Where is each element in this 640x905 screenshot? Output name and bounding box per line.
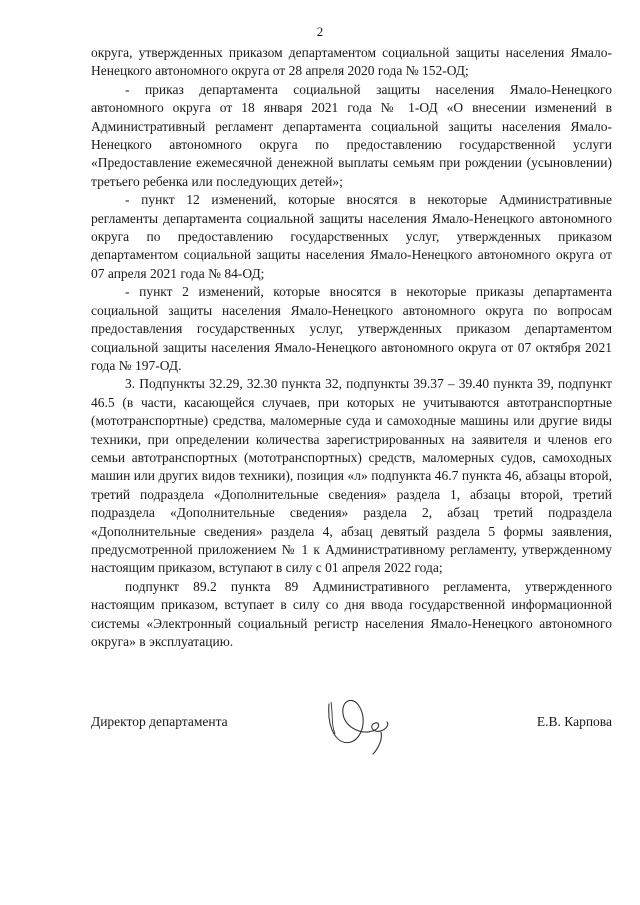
- paragraph-clause-3: 3. Подпункты 32.29, 32.30 пункта 32, подпункты 39.37 – 39.40 пункта 39, подпункт 46.5 (в части, касающейся случаев, при которых не учитываются автотранспортные (мототранспортные) средства, маломерные суда и самоходные машины или другие виды техники, при определении количества зарегистрированных на заявителя и членов его семьи автотранспортных (мототранспортных) средств, маломерных судов, самоходных машин или других видов техники), позиция «л» подпункта 46.7 пункта 46, абзацы второй, третий подраздела «Дополнительные сведения» раздела 1, абзацы второй, третий подраздела «Дополнительные сведения» раздела 2, абзац третий подраздела «Дополнительные сведения» раздела 4, абзац девятый раздела 5 формы заявления, предусмотренной приложением № 1 к Административному регламенту, утвержденному настоящим приказом, вступают в силу с 01 апреля 2022 года;: [91, 376, 612, 576]
- document-body: [91, 44, 612, 651]
- paragraph-list-item: - приказ департамента социальной защиты населения Ямало-Ненецкого автономного округа от 18 января 2021 года № 1-ОД «О внесении изменений в Административный регламент департамента социальной защиты населения Ямало-Ненецкого автономного округа по предоставлению государственной услуги «Предоставление ежемесячной денежной выплаты семьям при рождении (усыновлении) третьего ребенка или последующих детей»;: [91, 81, 612, 189]
- signature-block: [91, 712, 612, 772]
- page-number: 2: [316, 24, 324, 39]
- signer-title: Директор департамента: [91, 714, 228, 729]
- signer-name: Е.В. Карпова: [536, 714, 612, 729]
- paragraph-continuation: округа, утвержденных приказом департаментом социальной защиты населения Ямало-Ненецкого автономного округа от 28 апреля 2020 года № 152-ОД;: [91, 45, 612, 79]
- handwritten-signature: [317, 684, 407, 759]
- paragraph-list-item: - пункт 12 изменений, которые вносятся в некоторые Административные регламенты департамента социальной защиты населения Ямало-Ненецкого автономного округа по предоставлению государственных услуг, утвержденных приказом департаментом социальной защиты населения Ямало-Ненецкого автономного округа от 07 апреля 2021 года № 84-ОД;: [91, 192, 612, 281]
- paragraph-subclause: подпункт 89.2 пункта 89 Административного регламента, утвержденного настоящим приказом, вступает в силу со дня ввода государственной информационной системы «Электронный социальный регистр населения Ямало-Ненецкого автономного округа» в эксплуатацию.: [91, 578, 612, 649]
- paragraph-list-item: - пункт 2 изменений, которые вносятся в некоторые приказы департамента социальной защиты населения Ямало-Ненецкого автономного округа по вопросам предоставления государственных услуг, утвержденных приказом департаментом социальной защиты населения Ямало-Ненецкого автономного округа от 07 октября 2021 года № 197-ОД.: [91, 284, 612, 373]
